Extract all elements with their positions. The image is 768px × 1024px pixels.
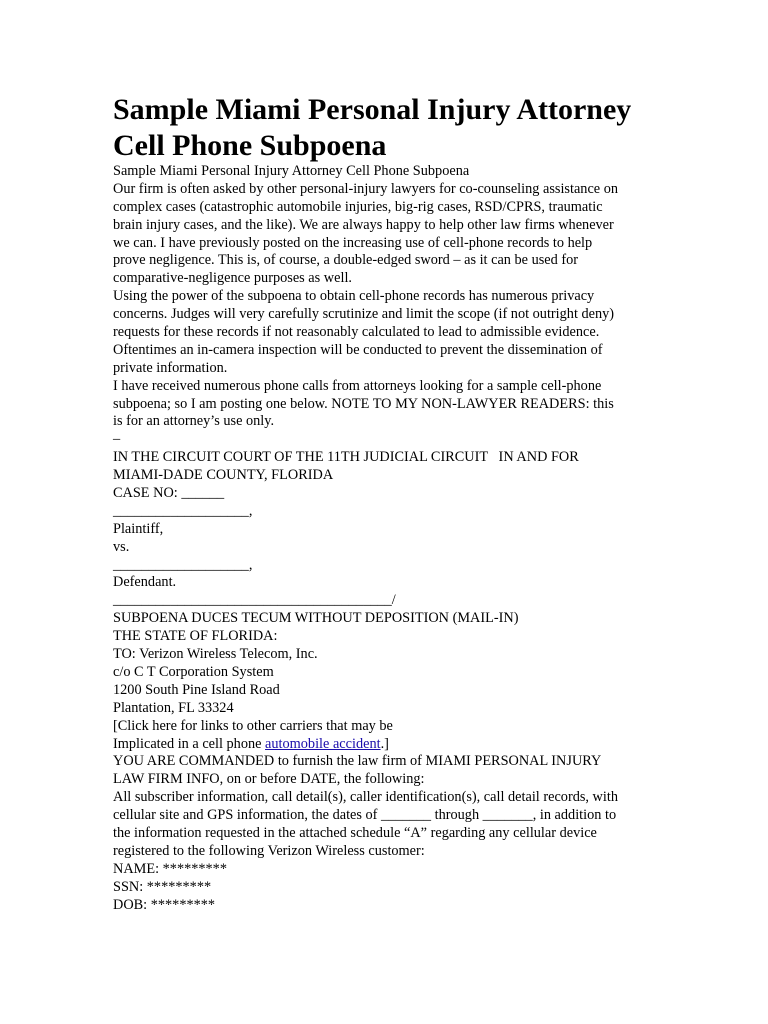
- text-line: complex cases (catastrophic automobile injuries, big-rig cases, RSD/CPRS, traumatic: [113, 198, 603, 215]
- automobile-accident-link[interactable]: automobile accident: [265, 735, 381, 752]
- text-line: Using the power of the subpoena to obtain cell-phone records has numerous privacy: [113, 288, 595, 305]
- address-line: Plantation, FL 33324: [113, 699, 234, 716]
- versus-label: vs.: [113, 538, 130, 555]
- link-suffix: .]: [380, 735, 389, 752]
- text-line: the information requested in the attached schedule “A” regarding any cellular device: [113, 824, 597, 841]
- defendant-blank: ___________________,: [113, 556, 253, 573]
- text-line: we can. I have previously posted on the increasing use of cell-phone records to help: [113, 234, 593, 251]
- text-line: subpoena; so I am posting one below. NOTE TO MY NON-LAWYER READERS: this: [113, 395, 614, 412]
- defendant-label: Defendant.: [113, 574, 177, 591]
- court-county: MIAMI-DADE COUNTY, FLORIDA: [113, 467, 334, 484]
- carriers-note-link-line: [113, 736, 653, 754]
- address-line: c/o C T Corporation System: [113, 663, 274, 680]
- title-line-2: Cell Phone Subpoena: [113, 129, 387, 162]
- text-line: requests for these records if not reasonably calculated to lead to admissible evidence.: [113, 324, 600, 341]
- recipient-line: TO: Verizon Wireless Telecom, Inc.: [113, 646, 318, 663]
- text-line: concerns. Judges will very carefully scrutinize and limit the scope (if not outright deny): [113, 306, 615, 323]
- separator-dash: –: [113, 431, 121, 448]
- link-prefix: Implicated in a cell phone: [113, 735, 266, 752]
- text-line: Sample Miami Personal Injury Attorney Cell Phone Subpoena: [113, 163, 470, 179]
- document-body: [113, 163, 653, 914]
- text-line: All subscriber information, call detail(s), caller identification(s), call detail records, with: [113, 789, 618, 806]
- text-line: comparative-negligence purposes as well.: [113, 270, 352, 287]
- text-line: Oftentimes an in-camera inspection will be conducted to prevent the dissemination of: [113, 341, 603, 358]
- text-line: I have received numerous phone calls from attorneys looking for a sample cell-phone: [113, 377, 602, 394]
- dob-field: DOB: *********: [113, 896, 216, 913]
- ssn-field: SSN: *********: [113, 878, 212, 895]
- name-field: NAME: *********: [113, 860, 227, 877]
- text-line: LAW FIRM INFO, on or before DATE, the following:: [113, 771, 425, 788]
- plaintiff-label: Plaintiff,: [113, 520, 164, 537]
- text-line: registered to the following Verizon Wireless customer:: [113, 842, 425, 859]
- plaintiff-blank: ___________________,: [113, 502, 253, 519]
- carriers-note: [Click here for links to other carriers that may be: [113, 717, 393, 734]
- text-line: private information.: [113, 359, 228, 376]
- title-line-1: Sample Miami Personal Injury Attorney: [113, 93, 632, 126]
- text-line: cellular site and GPS information, the dates of _______ through _______, in addition to: [113, 807, 617, 824]
- case-number: CASE NO: ______: [113, 485, 225, 502]
- text-line: YOU ARE COMMANDED to furnish the law firm of MIAMI PERSONAL INJURY: [113, 753, 602, 770]
- document-title: [113, 92, 713, 164]
- text-line: brain injury cases, and the like). We are always happy to help other law firms whenever: [113, 216, 614, 233]
- text-line: prove negligence. This is, of course, a double-edged sword – as it can be used for: [113, 252, 579, 269]
- court-heading: IN THE CIRCUIT COURT OF THE 11TH JUDICIAL CIRCUIT IN AND FOR: [113, 449, 579, 466]
- text-line: is for an attorney’s use only.: [113, 413, 275, 430]
- subpoena-heading: SUBPOENA DUCES TECUM WITHOUT DEPOSITION (MAIL-IN): [113, 610, 519, 627]
- caption-rule: _______________________________________/: [113, 592, 396, 609]
- address-line: 1200 South Pine Island Road: [113, 681, 280, 698]
- state-line: THE STATE OF FLORIDA:: [113, 628, 278, 645]
- text-line: Our firm is often asked by other personal-injury lawyers for co-counseling assistance on: [113, 180, 619, 197]
